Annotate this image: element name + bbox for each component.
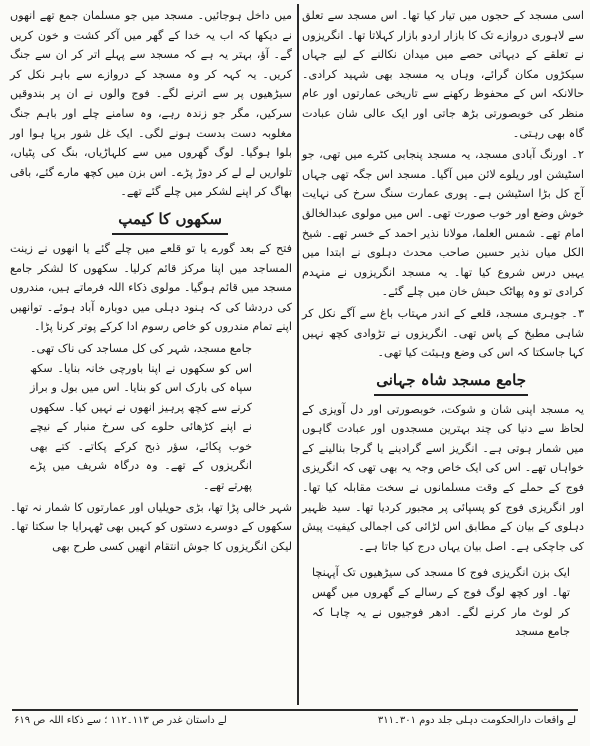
paragraph: ۲۔ اورنگ آبادی مسجد، یہ مسجد پنجابی کٹرے میں تھی، جو اسٹیشن اور ریلوے لائن میں آگیا۔ مسجد اس جگہ تھی جہاں آج کل بڑا اسٹیشن ہے۔ پوری عمارت سنگ سرخ کی نہایت خوش وضع اور خوب صورت تھی۔ اس میں مولوی عبدالخالق امام تھے۔ شمس العلما، مولانا نذیر احمد کے خسر تھے۔ شیخ الکل میاں نذیر حسین صاحب محدث دہلوی نے ابتدا میں یہیں درس شروع کیا تھا۔ یہ مسجد انگریزوں نے منہدم کرادی تو وہ پھاٹک حبش خان میں چلے گئے۔ xyxy=(302,148,584,299)
column-divider xyxy=(297,4,299,705)
block-quote: جامع مسجد، شہر کی کل مساجد کی ناک تھی۔ اس کو سکھوں نے اپنا باورچی خانہ بنایا۔ سکھ سپاہ کی بارک اس کو بنایا۔ اس میں بول و براز کرنے سے کچھ پرہیز انھوں نے نہیں کیا۔ سکھوں نے اپنے کڑھائی حلوے کی سرخ منبار کے نیچے خوب پکائے، سؤر ذبح کرکے پکاتے۔ کتے بھی انگریزوں کے تھے۔ وہ درگاہ شریف میں پڑے پھرتے تھے۔ xyxy=(30,341,252,493)
right-column xyxy=(302,6,584,644)
footnote-left: لے داستان غدر ص ۱۱۳۔۱۱۲ ؛ سے ذکاء اللہ ص ۶۱۹ xyxy=(14,715,227,726)
footnote-right: لے واقعات دارالحکومت دہلی جلد دوم ۳۰۱۔۳۱۱ xyxy=(377,715,576,726)
paragraph: شہر خالی پڑا تھا، بڑی حویلیاں اور عمارتوں کا شمار نہ تھا۔ سکھوں کے دوسرے دستوں کو کہیں بھی ٹھہرایا جا سکتا تھا۔ لیکن انگریزوں کا جوش انتقام انھیں کسی طرح بھی xyxy=(10,500,292,553)
section-heading: جامع مسجد شاہ جہانی xyxy=(374,369,528,396)
paragraph: یہ مسجد اپنی شان و شوکت، خوبصورتی اور دل آویزی کے لحاظ سے دنیا کی چند بہترین مسجدوں اور عبادت گاہوں میں شمار ہوتی ہے۔ انگریز اسے گرادینے یا گرجا بنالینے کے خواہاں تھے۔ اس کی ایک خاص وجہ یہ بھی تھی کہ انگریزی فوج کے حملے کے وقت مسلمانوں نے سخت مقابلہ کیا تھا۔ اور انگریزی فوج کو پسپائی پر مجبور کردیا تھا۔ سید ظہیر دہلوی کے بیان کے مطابق اس لڑائی کی اجمالی کیفیت پیش کی جاچکی ہے۔ اصل بیان یہاں درج کیا جاتا ہے۔ xyxy=(302,402,584,553)
paragraph: ۳۔ جوہری مسجد، قلعے کے اندر مہتاب باغ سے آگے نکل کر شاہی مطبخ کے پاس تھی۔ انگریزوں نے تڑوادی کچھ نہیں کہا جاسکتا کہ اس کی وضع وہیئت کیا تھی۔ xyxy=(302,306,584,360)
paragraph: فتح کے بعد گورے یا تو قلعے میں چلے گئے یا انھوں نے زینت المساجد میں اپنا مرکز قائم کرلیا۔ سکھوں کا لشکر جامع مسجد میں قائم ہوگیا۔ مولوی ذکاء اللہ فرماتے ہیں، مندروں کی دردشا کی کہ ہنود دہلی میں دوبارہ آباد ہوئے۔ توانھیں اپنے تمام مندروں کو خاص رسوم ادا کرکے پوتر کرنا پڑا۔ xyxy=(10,241,292,334)
left-column xyxy=(10,6,292,558)
footnote-divider xyxy=(12,709,578,711)
paragraph: اسی مسجد کے حجوں میں تیار کیا تھا۔ اس مسجد سے تعلق سے لاہوری دروازے تک کا بازار اردو بازار کہلاتا تھا۔ انگریزوں نے تعلقے کے دیہاتی حصے میں میدان نکالنے کے لیے جہاں سیکڑوں مکان گرائے، وہاں یہ مسجد بھی شہید کرادی۔ حالانکہ اس کے محفوظ رکھنے سے تاریخی عمارتوں اور عام منظر کی خوبصورتی بڑھ جاتی اور ایک عالی شان عبادت گاہ بھی رہتی۔ xyxy=(302,9,584,140)
paragraph: میں داخل ہوجائیں۔ مسجد میں جو مسلمان جمع تھے انھوں نے دیکھا کہ اب یہ خدا کے گھر میں آکر کشت و خون کریں گے۔ آؤ، بہتر یہ ہے کہ مسجد سے پہلے اتر کر ان سے جنگ کریں۔ یہ کہہ کر وہ مسجد کے دروازے سے باہر نکل کر سیڑھیوں پر سے اترنے لگے۔ فوج والوں نے ان پر بندوقیں سرکیں، مگر جو زندہ رہے، وہ سامنے چلے اور باہم جنگ مغلوبہ دست بدست ہونے لگی۔ ایک غل شور برپا ہوا اور بلوا ہوگیا۔ لوگ گھروں میں سے کلہاڑیاں، بنگ کی پٹیاں، تلواریں لے لے کر دوڑ پڑے۔ اس بزن میں کچھ مارے گئے، باقی بھاگ کر اپنے لشکر میں چلے گئے تھے۔ xyxy=(10,9,292,199)
section-heading: سکھوں کا کیمپ xyxy=(112,208,228,235)
block-quote: ایک بزن انگریزی فوج کا مسجد کی سیڑھیوں تک آپہنچا تھا۔ اور کچھ لوگ فوج کے رسالے کے گھروں میں گھس کر لوٹ مار کرنے لگے۔ ادھر فوجیوں نے یہ چاہا کہ جامع مسجد xyxy=(312,566,570,639)
